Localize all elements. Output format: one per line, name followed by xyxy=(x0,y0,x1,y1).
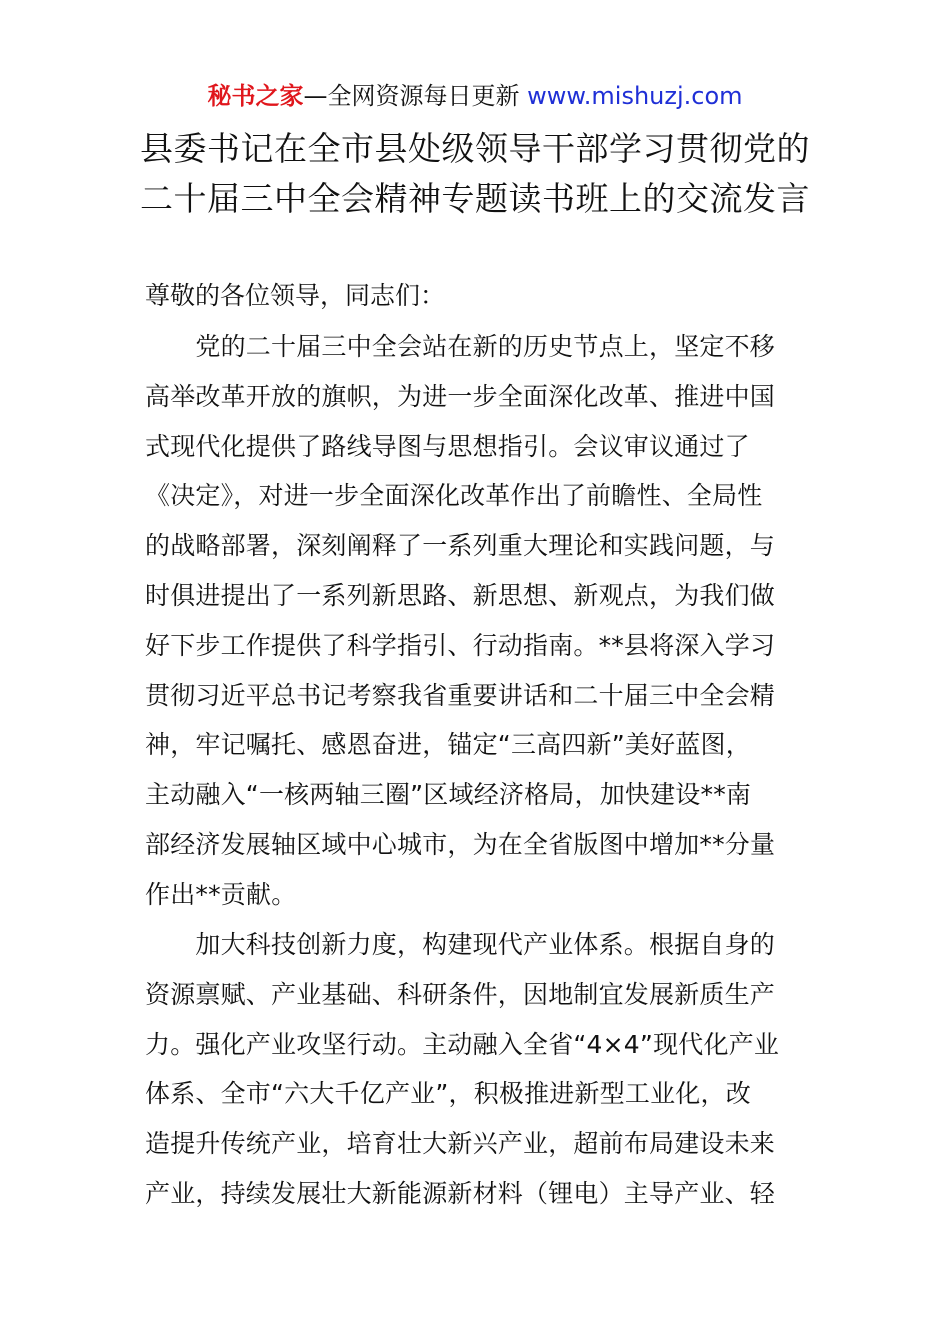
text-line: 加大科技创新力度，构建现代产业体系。根据自身的 xyxy=(145,930,776,959)
text-line: 造提升传统产业，培育壮大新兴产业，超前布局建设未来 xyxy=(145,1129,776,1159)
site-tagline: —全网资源每日更新 xyxy=(303,82,520,110)
text-line: 时俱进提出了一系列新思路、新思想、新观点，为我们做 xyxy=(145,580,776,610)
salutation: 尊敬的各位领导，同志们： xyxy=(145,281,446,310)
text-line: 贯彻习近平总书记考察我省重要讲话和二十届三中全会精 xyxy=(145,680,776,710)
text-line: 产业，持续发展壮大新能源新材料（锂电）主导产业、轻 xyxy=(145,1178,776,1208)
text-line: 体系、全市“六大千亿产业”，积极推进新型工业化，改 xyxy=(145,1079,751,1109)
text-line: 神，牢记嘱托、感恩奋进，锚定“三高四新”美好蓝图， xyxy=(145,730,751,760)
paragraph-2 xyxy=(145,920,810,1219)
text-line: 好下步工作提供了科学指引、行动指南。**县将深入学习 xyxy=(145,630,776,660)
text-line: 力。强化产业攻坚行动。主动融入全省“4×4”现代化产业 xyxy=(145,1029,780,1059)
site-brand: 秘书之家 xyxy=(207,82,304,110)
title-line: 县委书记在全市县处级领导干部学习贯彻党的 xyxy=(140,129,810,168)
paragraph-1 xyxy=(145,322,810,920)
site-header xyxy=(0,78,950,114)
text-line: 部经济发展轴区域中心城市，为在全省版图中增加**分量 xyxy=(145,829,776,859)
text-line: 资源禀赋、产业基础、科研条件，因地制宜发展新质生产 xyxy=(145,979,776,1009)
site-url-link[interactable]: www.mishuzj.com xyxy=(527,82,743,110)
text-line: 高举改革开放的旗帜，为进一步全面深化改革、推进中国 xyxy=(145,381,776,411)
text-line: 主动融入“一核两轴三圈”区域经济格局，加快建设**南 xyxy=(145,780,752,810)
title-line: 二十届三中全会精神专题读书班上的交流发言 xyxy=(140,179,810,218)
document-title xyxy=(0,124,950,224)
text-line: 式现代化提供了路线导图与思想指引。会议审议通过了 xyxy=(145,431,750,461)
text-line: 的战略部署，深刻阐释了一系列重大理论和实践问题，与 xyxy=(145,531,776,561)
text-line: 作出**贡献。 xyxy=(145,879,297,909)
text-line: 《决定》，对进一步全面深化改革作出了前瞻性、全局性 xyxy=(145,481,763,511)
text-line: 党的二十届三中全会站在新的历史节点上，坚定不移 xyxy=(145,332,776,361)
